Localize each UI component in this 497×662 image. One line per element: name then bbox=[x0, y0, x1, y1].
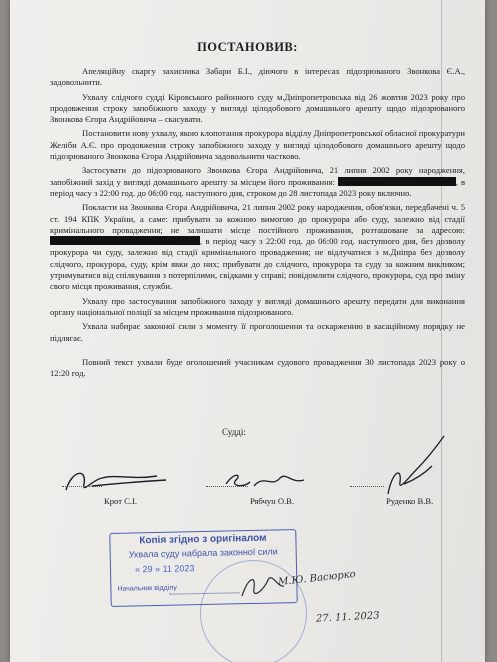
judge-name: Рябчун О.В. bbox=[250, 496, 295, 506]
paragraph-new-ruling: Постановити нову ухвалу, якою клопотання прокурора відділу Дніпропетровської обласної прокуратури Желіби А.Є. про продовження строку запобіжного заходу у вигляді цілодобового домашнього арешту щодо підозрюваного Звонкова Єгора Андрійовича задовольнити частково. bbox=[50, 128, 465, 162]
handwritten-date: 27. 11. 2023 bbox=[315, 610, 380, 625]
stamp-signer-label: Начальник відділу bbox=[117, 584, 177, 593]
decision-body bbox=[50, 66, 465, 382]
judges-label: Судді: bbox=[222, 427, 246, 437]
paragraph-apply-measure-b: , в період часу з 22:00 год. до 06:00 год. наступного дня, строком до 28 листопада 2023 року включно. bbox=[50, 176, 465, 198]
document-page bbox=[10, 0, 485, 662]
redacted-address-1 bbox=[338, 177, 456, 186]
signature-line bbox=[350, 486, 384, 487]
paragraph-legal-force: Ухвала набирає законної сили з моменту її проголошення та оскарженню в касаційному порядку не підлягає. bbox=[50, 321, 465, 343]
paragraph-police: Ухвалу про застосування запобіжного заходу у вигляді домашнього арешту передати для виконання органу національної поліції за місцем проживання підозрюваного. bbox=[50, 295, 465, 317]
signature-riabchun bbox=[220, 466, 310, 496]
paragraph-appeal: Апеляційну скаргу захисника Забари Б.І., діючого в інтересах підозрюваного Звонкова Є.А., задовольнити. bbox=[50, 66, 465, 88]
redacted-address-2 bbox=[50, 236, 200, 245]
stamp-date: « 29 » 11 2023 bbox=[134, 563, 195, 575]
signature-rudenko bbox=[380, 432, 450, 502]
paragraph-obligations-a: Покласти на Звонкова Єгора Андрійовича, 21 липня 2002 року народження, обов'язки, передбачені ч. 5 ст. 194 КПК України, а саме: прибувати за кожною вимогою до прокурора або суду, залежно від стадії кримінального провадження; не залишати місце постійного проживання, розташоване за адресою: bbox=[50, 202, 465, 235]
judge-name: Крот С.І. bbox=[104, 496, 138, 506]
paragraph-cancel-ruling: Ухвалу слідчого судді Кіровського районного суду м.Дніпропетровська від 26 жовтня 2023 року про продовження строку запобіжного заходу у вигляді цілодобового домашнього арешту щодо підозрюваного Звонкова Єгора Андрійовича – скасувати. bbox=[50, 91, 465, 125]
paragraph-obligations-b: , в період часу з 22:00 год. до 06:00 год. наступного дня, без дозволу прокурора чи суду, залежно від стадії кримінального провадження; не відлучатися з м.Дніпра без дозволу слідчого, прокурора, суду, крім явки до них; прибувати до слідчого, прокурора та суду за кожним викликом; утримуватися від спілкування з потерпілими, свідками у справі; повідомляти слідчого, прокурора, суд про зміну свого місця проживання, служби. bbox=[50, 236, 465, 292]
judge-name: Руденко В.В. bbox=[386, 496, 434, 506]
handwritten-signer-name: М.Ю. Васюрко bbox=[277, 568, 357, 589]
signature-krot bbox=[62, 460, 172, 500]
signature-line bbox=[206, 486, 248, 487]
paragraph-apply-measure bbox=[50, 165, 465, 199]
stamp-legal-force: Ухвала суду набрала законної сили bbox=[128, 546, 278, 560]
stamp-title: Копія згідно з оригіналом bbox=[139, 532, 267, 547]
stamp-signer-line bbox=[170, 592, 240, 594]
paragraph-apply-measure-a: Застосувати до підозрюваного Звонкова Єгора Андрійовича, 21 липня 2002 року народження, запобіжний захід у вигляді домашнього арешту за місцем його проживання: bbox=[50, 165, 465, 187]
paragraph-obligations bbox=[50, 202, 465, 292]
signature-line bbox=[62, 486, 102, 487]
decision-heading: ПОСТАНОВИВ: bbox=[197, 40, 298, 54]
paragraph-full-text: Повний текст ухвали буде оголошений учасникам судового провадження 30 листопада 2023 року о 12:20 год. bbox=[50, 356, 465, 379]
signature-certifier bbox=[238, 568, 288, 604]
